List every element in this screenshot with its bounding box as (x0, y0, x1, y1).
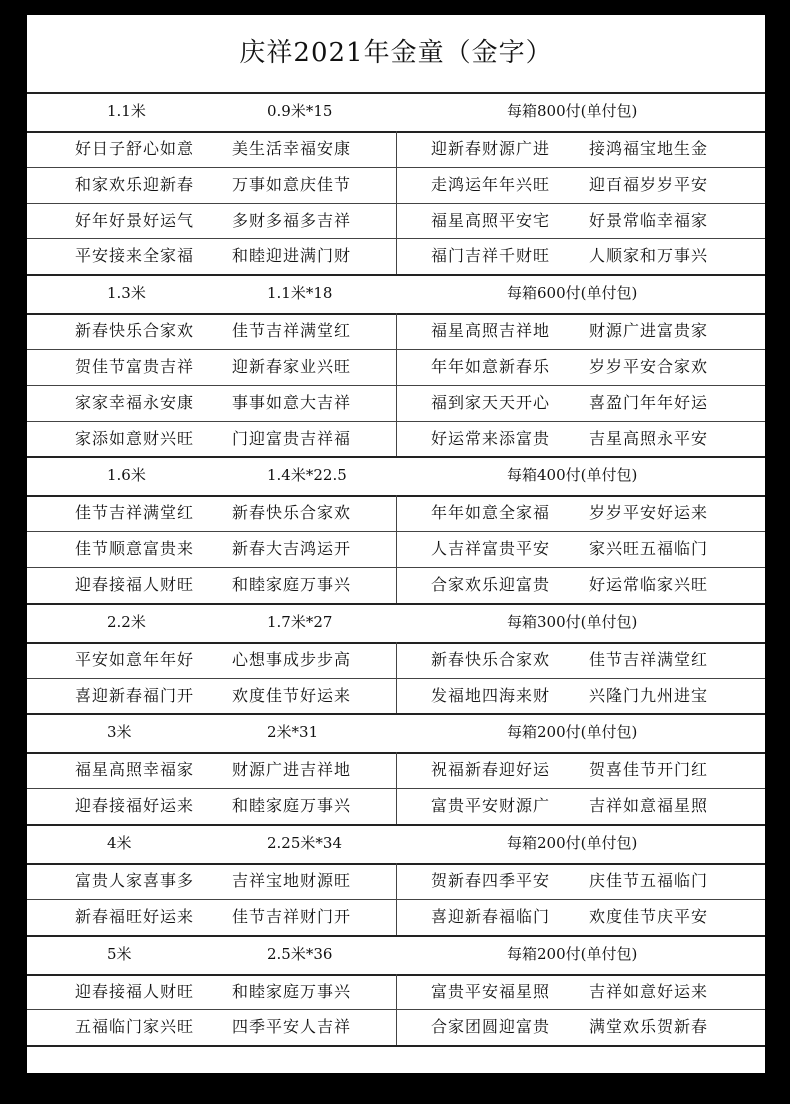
couplet-text: 富贵平安福星照 (431, 981, 551, 1001)
couplet-text: 好景常临幸福家 (589, 210, 709, 230)
couplet-text: 迎新春财源广进 (431, 139, 551, 158)
couplet-text: 财源广进富贵家 (589, 321, 709, 341)
couplet-text: 祝福新春迎好运 (431, 760, 551, 780)
couplet-text: 多财多福多吉祥 (232, 210, 352, 230)
couplet-text: 家家幸福永安康 (75, 392, 195, 412)
couplet-text: 财源广进吉祥地 (232, 760, 352, 780)
couplet-text: 迎春接福好运来 (75, 796, 195, 816)
couplet-text: 吉祥宝地财源旺 (232, 871, 352, 890)
couplet-text: 吉祥如意福星照 (589, 796, 709, 816)
couplet-text: 和睦家庭万事兴 (232, 796, 352, 816)
couplet-text: 人吉祥富贵平安 (431, 539, 551, 559)
couplet-text: 心想事成步步高 (232, 649, 352, 669)
couplet-text: 新春大吉鸿运开 (232, 539, 352, 559)
header-spec: 1.7米*27 (267, 612, 333, 631)
couplet-text: 五福临门家兴旺 (75, 1017, 195, 1037)
header-size: 2.2米 (107, 612, 146, 631)
couplet-text: 发福地四海来财 (431, 685, 551, 705)
couplet-text: 满堂欢乐贺新春 (589, 1017, 709, 1037)
couplet-text: 喜盈门年年好运 (589, 392, 709, 412)
couplet-text: 家添如意财兴旺 (75, 428, 195, 448)
couplet-text: 门迎富贵吉祥福 (232, 428, 352, 448)
couplet-text: 喜迎新春福门开 (75, 685, 195, 705)
couplet-text: 人顺家和万事兴 (589, 246, 709, 266)
couplet-text: 庆佳节五福临门 (589, 871, 709, 890)
section-header (27, 274, 765, 313)
price-sheet (27, 15, 765, 1073)
header-box: 每箱800付(单付包) (507, 102, 638, 120)
column-divider (396, 863, 397, 935)
couplet-text: 新春快乐合家欢 (431, 649, 551, 669)
couplet-text: 贺新春四季平安 (431, 871, 551, 890)
header-box: 每箱200付(单付包) (507, 834, 638, 852)
couplet-text: 万事如意庆佳节 (232, 174, 352, 194)
couplet-text: 福到家天天开心 (431, 392, 551, 412)
couplet-text: 福星高照吉祥地 (431, 321, 551, 341)
header-spec: 1.1米*18 (267, 284, 333, 303)
couplet-text: 好日子舒心如意 (75, 139, 195, 158)
section-header (27, 603, 765, 642)
couplet-text: 新春福旺好运来 (75, 906, 195, 926)
couplet-text: 贺佳节富贵吉祥 (75, 357, 195, 376)
couplet-text: 富贵人家喜事多 (75, 871, 195, 890)
couplet-text: 合家团圆迎富贵 (431, 1017, 551, 1037)
column-divider (396, 495, 397, 602)
header-size: 4米 (107, 834, 132, 852)
couplet-text: 佳节吉祥满堂红 (232, 321, 352, 341)
couplet-text: 福星高照幸福家 (75, 760, 195, 780)
couplet-text: 吉星高照永平安 (589, 428, 709, 448)
header-spec: 1.4米*22.5 (267, 466, 347, 485)
header-box: 每箱300付(单付包) (507, 612, 638, 631)
couplet-text: 兴隆门九州进宝 (589, 685, 709, 705)
couplet-text: 合家欢乐迎富贵 (431, 575, 551, 594)
header-spec: 2米*31 (267, 723, 319, 742)
header-size: 1.1米 (107, 102, 146, 120)
couplet-text: 和睦家庭万事兴 (232, 575, 352, 594)
couplet-text: 欢度佳节庆平安 (589, 906, 709, 926)
couplet-text: 新春快乐合家欢 (232, 503, 352, 523)
divider (27, 1045, 765, 1047)
couplet-text: 年年如意新春乐 (431, 357, 551, 376)
couplet-text: 福星高照平安宅 (431, 210, 551, 230)
couplet-text: 和睦家庭万事兴 (232, 981, 352, 1001)
couplet-text: 贺喜佳节开门红 (589, 760, 709, 780)
couplet-text: 和家欢乐迎新春 (75, 174, 195, 194)
header-box: 每箱200付(单付包) (507, 723, 638, 742)
couplet-text: 四季平安人吉祥 (232, 1017, 352, 1037)
couplet-text: 岁岁平安好运来 (589, 503, 709, 523)
couplet-text: 佳节吉祥财门开 (232, 906, 352, 926)
couplet-text: 家兴旺五福临门 (589, 539, 709, 559)
couplet-text: 事事如意大吉祥 (232, 392, 352, 412)
couplet-text: 平安如意年年好 (75, 649, 195, 669)
header-size: 3米 (107, 723, 132, 742)
couplet-text: 福门吉祥千财旺 (431, 246, 551, 266)
column-divider (396, 752, 397, 824)
header-box: 每箱200付(单付包) (507, 944, 638, 963)
section-header (27, 92, 765, 131)
header-size: 5米 (107, 944, 132, 963)
couplet-text: 走鸿运年年兴旺 (431, 174, 551, 194)
section-header (27, 824, 765, 863)
couplet-text: 吉祥如意好运来 (589, 981, 709, 1001)
header-spec: 2.5米*36 (267, 944, 333, 963)
couplet-text: 好年好景好运气 (75, 210, 195, 230)
couplet-text: 好运常来添富贵 (431, 428, 551, 448)
couplet-text: 欢度佳节好运来 (232, 685, 352, 705)
couplet-text: 好运常临家兴旺 (589, 575, 709, 594)
header-box: 每箱600付(单付包) (507, 284, 638, 303)
section-header (27, 935, 765, 974)
header-size: 1.6米 (107, 466, 146, 485)
couplet-text: 富贵平安财源广 (431, 796, 551, 816)
couplet-text: 迎春接福人财旺 (75, 981, 195, 1001)
couplet-text: 岁岁平安合家欢 (589, 357, 709, 376)
couplet-text: 迎新春家业兴旺 (232, 357, 352, 376)
couplet-text: 佳节顺意富贵来 (75, 539, 195, 559)
column-divider (396, 974, 397, 1046)
couplet-text: 和睦迎进满门财 (232, 246, 352, 266)
couplet-text: 平安接来全家福 (75, 246, 195, 266)
header-spec: 0.9米*15 (267, 102, 333, 120)
column-divider (396, 131, 397, 274)
couplet-text: 迎春接福人财旺 (75, 575, 195, 594)
section-header (27, 456, 765, 495)
couplet-text: 迎百福岁岁平安 (589, 174, 709, 194)
couplet-text: 年年如意全家福 (431, 503, 551, 523)
header-box: 每箱400付(单付包) (507, 466, 638, 485)
section-header (27, 713, 765, 752)
column-divider (396, 642, 397, 714)
couplet-text: 接鸿福宝地生金 (589, 139, 709, 158)
header-size: 1.3米 (107, 284, 146, 303)
page-title: 庆祥2021年金童（金字） (239, 38, 553, 68)
couplet-text: 新春快乐合家欢 (75, 321, 195, 341)
header-spec: 2.25米*34 (267, 834, 342, 852)
column-divider (396, 313, 397, 456)
couplet-text: 佳节吉祥满堂红 (75, 503, 195, 523)
couplet-text: 佳节吉祥满堂红 (589, 649, 709, 669)
couplet-text: 美生活幸福安康 (232, 139, 352, 158)
couplet-text: 喜迎新春福临门 (431, 906, 551, 926)
